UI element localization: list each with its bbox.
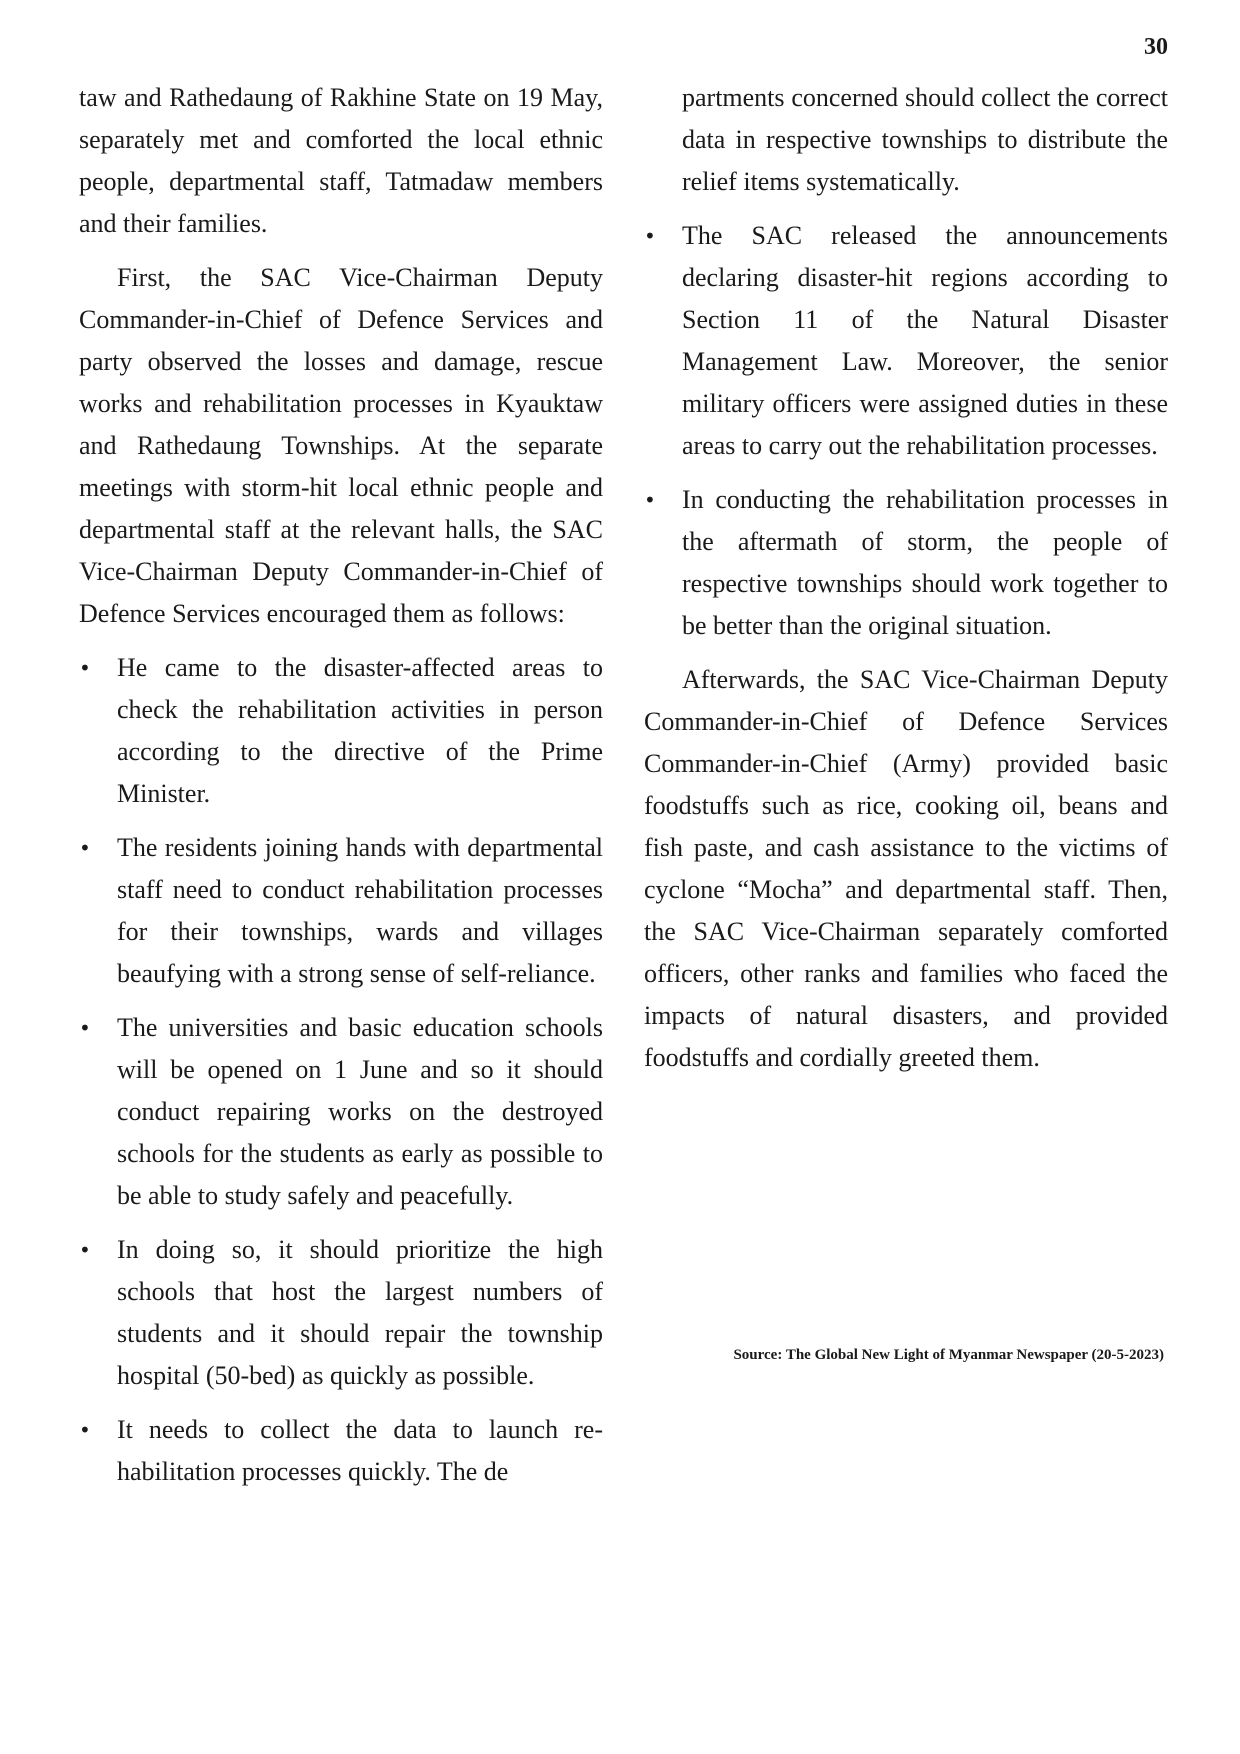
source-citation: Source: The Global New Light of Myanmar Newspaper (20-5-2023) bbox=[733, 1347, 1164, 1363]
paragraph-first: First, the SAC Vice-Chairman Deputy Commander-in-Chief of Defence Services and party observed the losses and damage, rescue works and rehabilitation processes in Kyauktaw and Rathedaung Townships. At the separate meetings with storm-hit local ethnic people and departmental staff at the relevant halls, the SAC Vice-Chairman Deputy Commander-in-Chief of Defence Services encouraged them as follows: bbox=[79, 263, 603, 628]
bullet-list-left bbox=[79, 647, 603, 1493]
bullet-icon: • bbox=[79, 1238, 91, 1262]
list-item bbox=[79, 1409, 603, 1493]
list-item-text: The SAC released the announcements declaring disaster-hit regions according to Section 11 of the Natural Disaster Management Law. Moreover, the senior military officers were assigned duties in these areas to carry out the rehabilitation processes. bbox=[682, 221, 1168, 460]
bullet-icon: • bbox=[79, 836, 91, 860]
bullet-icon: • bbox=[79, 656, 91, 680]
list-item-text: He came to the disaster-affected areas to check the rehabilitation activities in person according to the directive of the Prime Minister. bbox=[117, 653, 603, 808]
right-column bbox=[644, 77, 1168, 1091]
list-item bbox=[79, 647, 603, 815]
list-item bbox=[79, 827, 603, 995]
bullet-icon: • bbox=[79, 1418, 91, 1442]
page-number: 30 bbox=[1144, 34, 1168, 60]
left-column bbox=[79, 77, 603, 1505]
list-item-continuation: partments concerned should collect the correct data in respective townships to distribute the relief items systematically. bbox=[682, 83, 1168, 196]
list-item-text: In conducting the rehabilitation processes in the aftermath of storm, the people of respective townships should work together to be better than the original situation. bbox=[682, 485, 1168, 640]
list-item bbox=[644, 215, 1168, 467]
list-item bbox=[79, 1007, 603, 1217]
list-item-text: In doing so, it should prioritize the high schools that host the largest numbers of students and it should repair the township hospital (50-bed) as quickly as possible. bbox=[117, 1235, 603, 1390]
bullet-icon: • bbox=[644, 488, 656, 512]
bullet-list-right bbox=[644, 215, 1168, 647]
list-item-text: The universities and basic education schools will be opened on 1 June and so it should conduct repairing works on the destroyed schools for the students as early as possible to be able to study safely and peacefully. bbox=[117, 1013, 603, 1210]
paragraph-afterwards: Afterwards, the SAC Vice-Chairman Deputy Commander-in-Chief of Defence Services Commander-in-Chief (Army) provided basic foodstuffs such as rice, cooking oil, beans and fish paste, and cash assistance to the victims of cyclone “Mocha” and departmental staff. Then, the SAC Vice-Chairman separately comforted officers, other ranks and families who faced the impacts of natural disasters, and provided foodstuffs and cordially greeted them. bbox=[644, 665, 1168, 1072]
bullet-icon: • bbox=[644, 224, 656, 248]
bullet-icon: • bbox=[79, 1016, 91, 1040]
list-item bbox=[79, 1229, 603, 1397]
paragraph-continuation: taw and Rathedaung of Rakhine State on 19 May, separately met and comforted the local ethnic people, departmental staff, Tatmadaw members and their families. bbox=[79, 83, 603, 238]
list-item-text: The residents joining hands with departmental staff need to conduct rehabilitation processes for their townships, wards and villages beaufying with a strong sense of self-reliance. bbox=[117, 833, 603, 988]
list-item bbox=[644, 479, 1168, 647]
list-item-text: It needs to collect the data to launch rehabilitation processes quickly. The de bbox=[117, 1415, 603, 1486]
